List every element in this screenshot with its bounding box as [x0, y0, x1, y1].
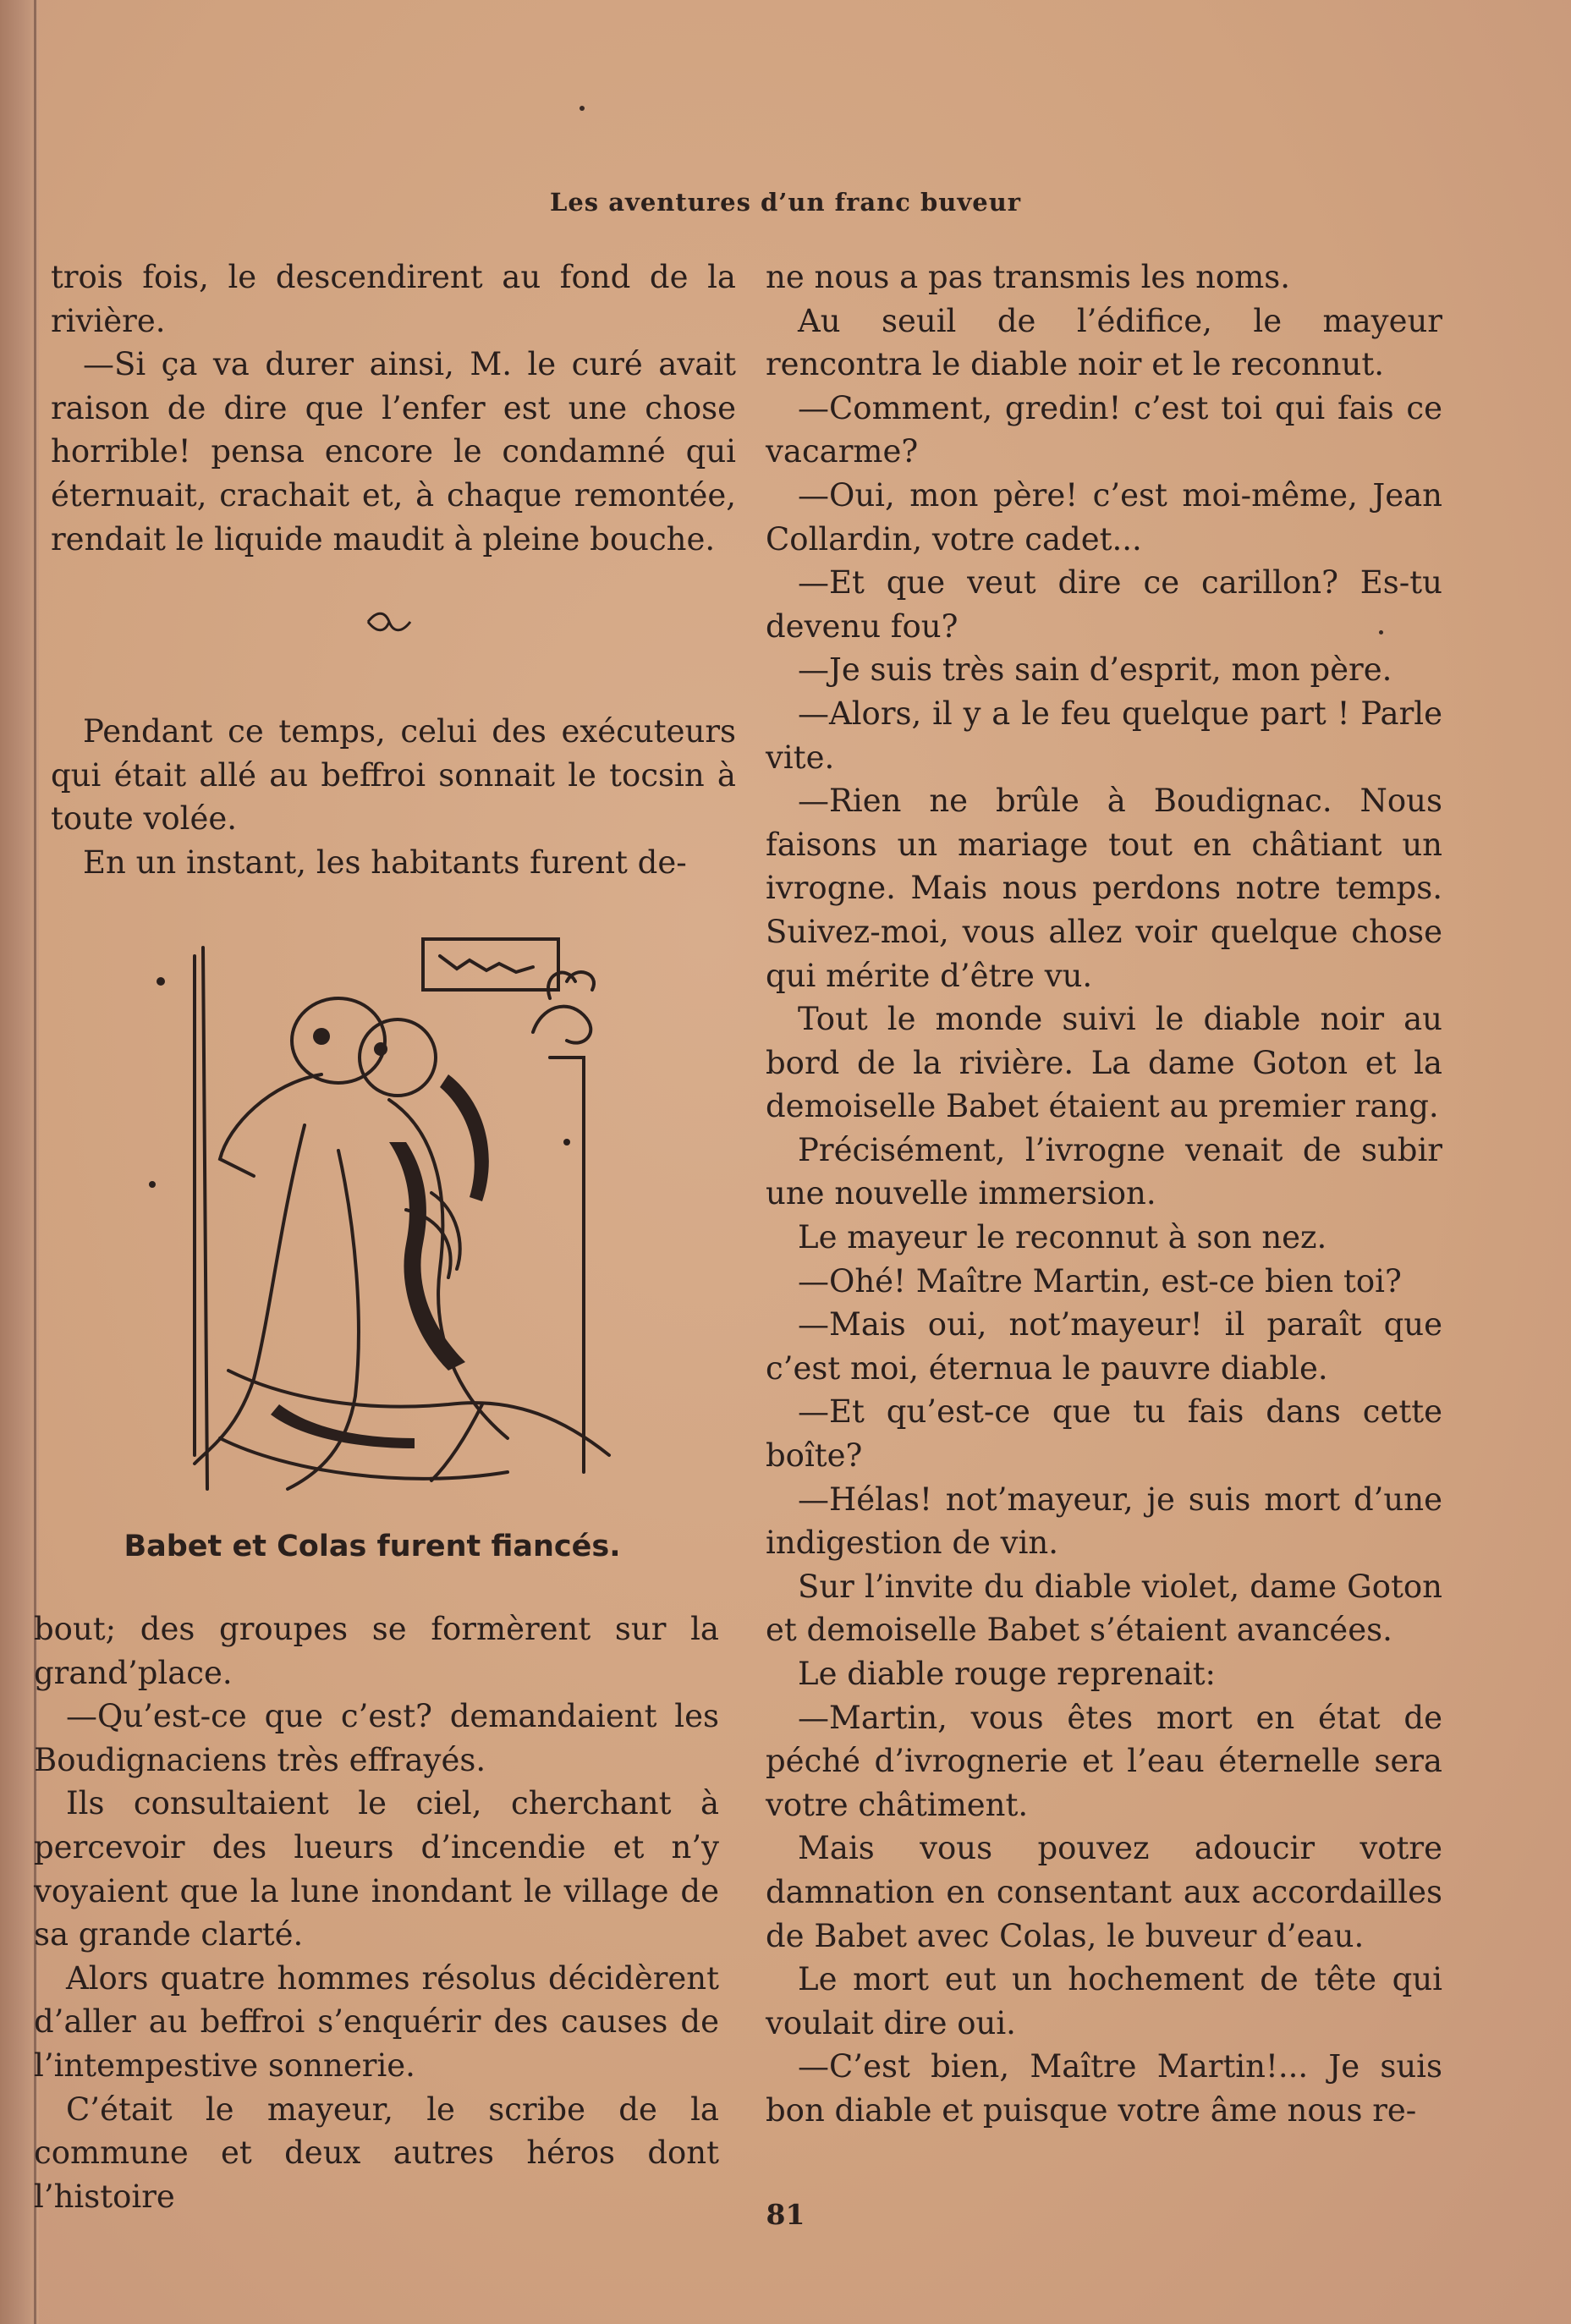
- paragraph: Pendant ce temps, celui des exécuteurs qui était allé au beffroi sonnait le tocsin à toute volée.: [51, 713, 736, 838]
- paragraph: Sur l’invite du diable violet, dame Goton et demoiselle Babet s’étaient avancées.: [766, 1568, 1442, 1649]
- paragraph: —Et que veut dire ce carillon? Es-tu devenu fou?: [766, 564, 1442, 645]
- paragraph: Le diable rouge reprenait:: [798, 1656, 1217, 1692]
- paragraph: Au seuil de l’édifice, le mayeur rencontra le diable noir et le reconnut.: [766, 302, 1442, 383]
- print-speck: [1379, 630, 1383, 635]
- paragraph: trois fois, le descendirent au fond de la rivière.: [51, 259, 736, 339]
- paragraph: —Comment, gredin! c’est toi qui fais ce vacarme?: [766, 389, 1442, 470]
- ornament-spacer: [51, 561, 736, 710]
- paragraph: —Ohé! Maître Martin, est-ce bien toi?: [798, 1262, 1402, 1299]
- paragraph: C’était le mayeur, le scribe de la commune et deux autres héros dont l’histoire: [34, 2091, 719, 2215]
- engraving-illustration: [127, 931, 643, 1506]
- paragraph: bout; des groupes se formèrent sur la grand’place.: [34, 1611, 719, 1691]
- paragraph: —Mais oui, not’mayeur! il paraît que c’est moi, éternua le pauvre diable.: [766, 1306, 1442, 1387]
- paragraph: Tout le monde suivi le diable noir au bord de la rivière. La dame Goton et la demoiselle Babet étaient au premier rang.: [766, 1001, 1442, 1125]
- paragraph: Mais vous pouvez adoucir votre damnation en consentant aux accordailles de Babet avec Colas, le buveur d’eau.: [766, 1830, 1442, 1954]
- section-ornament-icon: [364, 609, 415, 635]
- paragraph: Ils consultaient le ciel, cherchant à percevoir des lueurs d’incendie et n’y voyaient que la lune inondant le village de sa grande clarté.: [34, 1785, 719, 1953]
- paragraph: En un instant, les habitants furent de-: [83, 843, 687, 881]
- paragraph: —Rien ne brûle à Boudignac. Nous faisons un mariage tout en châtiant un ivrogne. Mais nous perdons notre temps. Suivez-moi, vous allez voir quelque chose qui mérite d’être vu.: [766, 783, 1442, 994]
- paragraph: Alors quatre hommes résolus décidèrent d’aller au beffroi s’enquérir des causes de l’intempestive sonnerie.: [34, 1959, 719, 2084]
- paragraph: —Qu’est-ce que c’est? demandaient les Boudignaciens très effrayés.: [34, 1698, 719, 1778]
- right-column: [766, 255, 1442, 2133]
- left-column-top: [51, 255, 736, 885]
- paragraph: —Alors, il y a le feu quelque part ! Parle vite.: [766, 695, 1442, 776]
- paragraph: —Si ça va durer ainsi, M. le curé avait raison de dire que l’enfer est une chose horrible! pensa encore le condamné qui éternuait, crachait et, à chaque remontée, rendait le liquide maudit à pleine bouche.: [51, 346, 736, 558]
- paragraph: —Martin, vous êtes mort en état de péché d’ivrognerie et l’eau éternelle sera votre châtiment.: [766, 1699, 1442, 1823]
- running-header: Les aventures d’un franc buveur: [549, 188, 1022, 217]
- paragraph: —Je suis très sain d’esprit, mon père.: [798, 651, 1392, 689]
- print-speck: [580, 106, 585, 111]
- paragraph: Le mayeur le reconnut à son nez.: [798, 1219, 1327, 1256]
- paragraph: —Oui, mon père! c’est moi-même, Jean Collardin, votre cadet...: [766, 476, 1442, 558]
- paragraph: Précisément, l’ivrogne venait de subir une nouvelle immersion.: [766, 1131, 1442, 1212]
- paragraph: Le mort eut un hochement de tête qui voulait dire oui.: [766, 1961, 1442, 2041]
- illustration-caption: Babet et Colas furent fiancés.: [124, 1530, 621, 1563]
- left-column-bottom: [34, 1607, 719, 2218]
- paragraph: ne nous a pas transmis les noms.: [766, 259, 1291, 295]
- paragraph: —Hélas! not’mayeur, je suis mort d’une indigestion de vin.: [766, 1481, 1442, 1562]
- paragraph: —C’est bien, Maître Martin!... Je suis bon diable et puisque votre âme nous re-: [766, 2048, 1442, 2129]
- paragraph: —Et qu’est-ce que tu fais dans cette boîte?: [766, 1393, 1442, 1475]
- page-number: 81: [766, 2198, 805, 2231]
